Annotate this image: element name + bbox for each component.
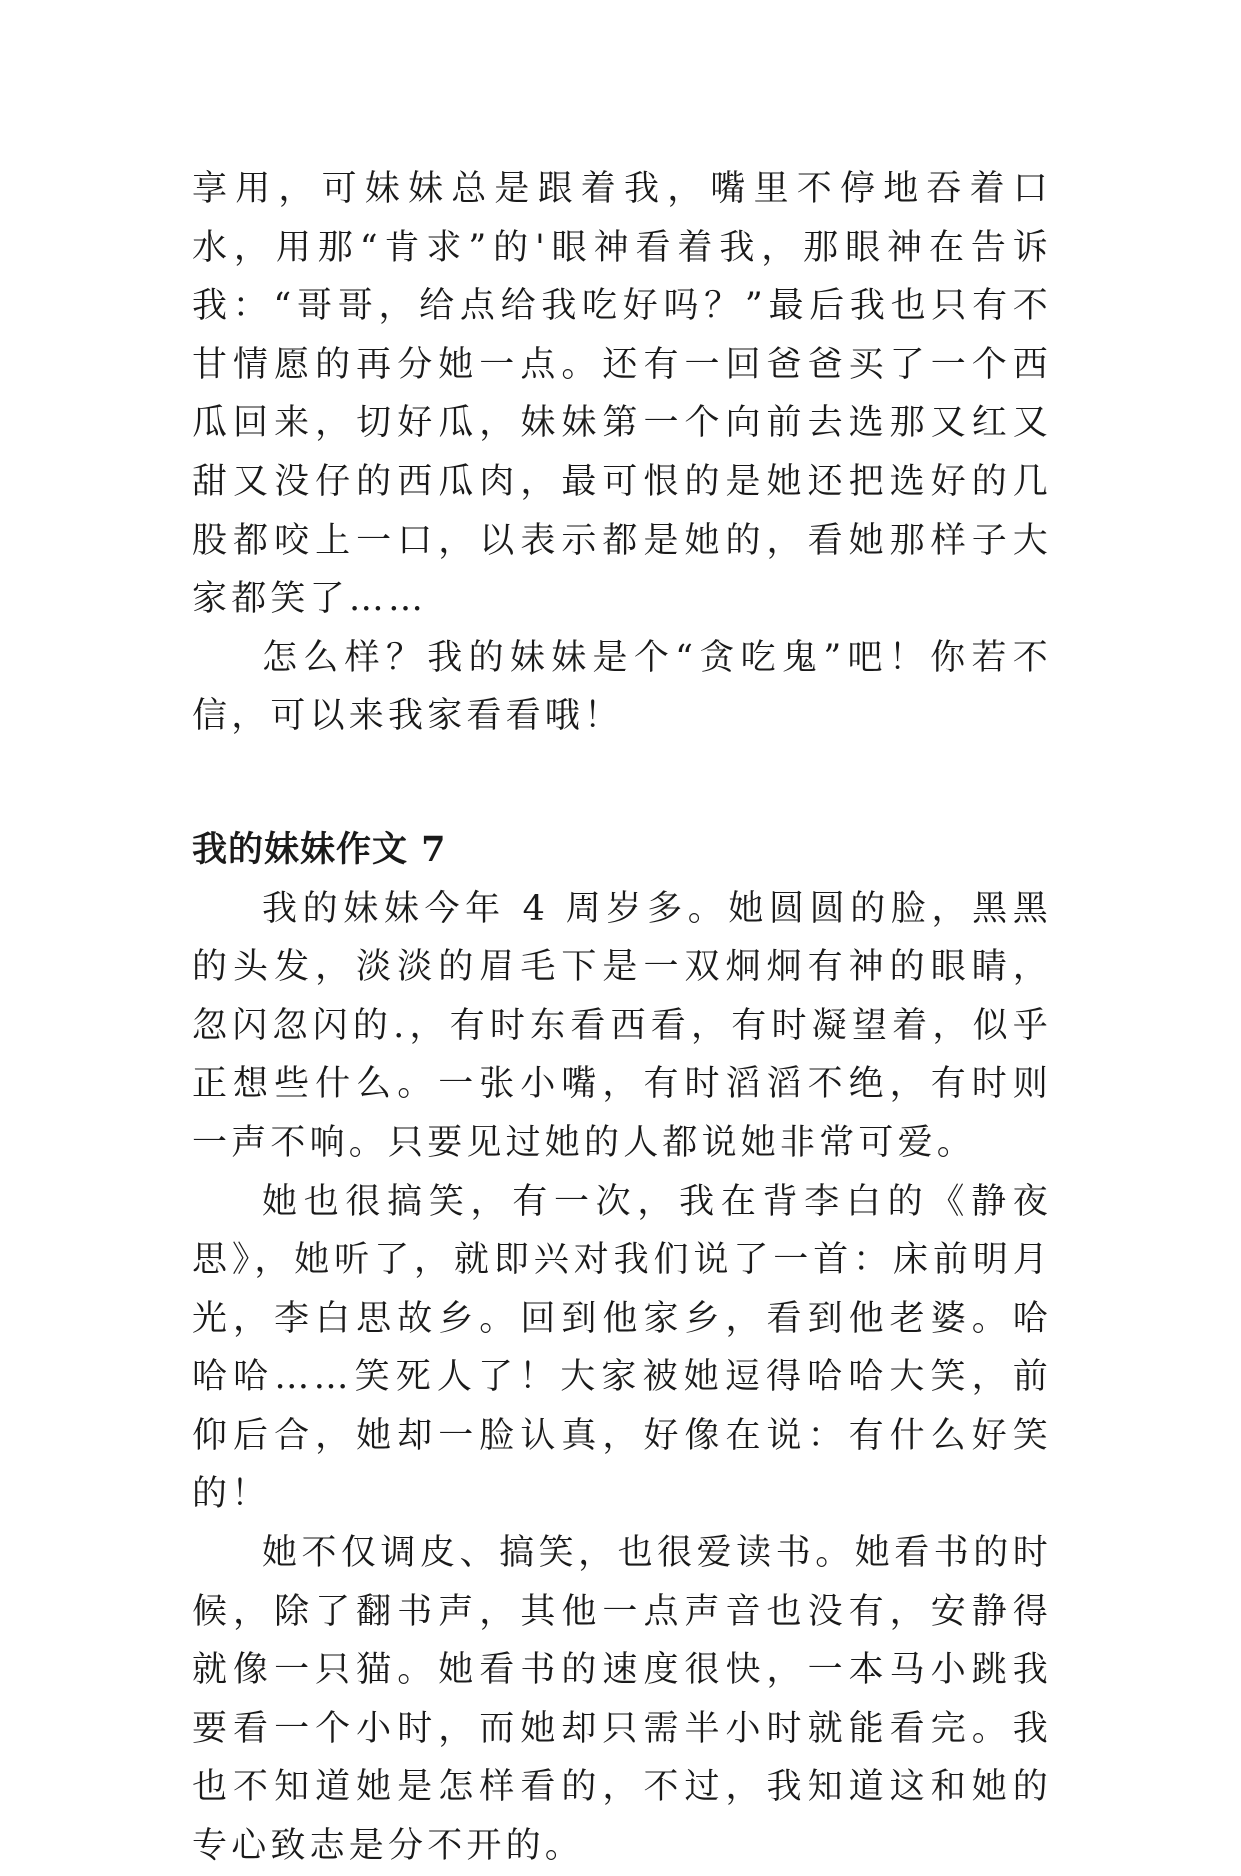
document-body: [192, 160, 1052, 1876]
essay-heading: 我的妹妹作文 7: [192, 828, 447, 870]
paragraph-funny: 她也很搞笑，有一次，我在背李白的《静夜思》，她听了，就即兴对我们说了一首：床前明月光，李白思故乡。回到他家乡，看到他老婆。哈哈哈……笑死人了！大家被她逗得哈哈大笑，前仰后合，她却一脸认真，好像在说：有什么好笑的！: [192, 1181, 1052, 1515]
paragraph-appearance: 我的妹妹今年 4 周岁多。她圆圆的脸，黑黑的头发，淡淡的眉毛下是一双炯炯有神的眼睛，忽闪忽闪的.，有时东看西看，有时凝望着，似乎正想些什么。一张小嘴，有时滔滔不绝，有时则一声不响。只要见过她的人都说她非常可爱。: [192, 888, 1052, 1163]
paragraph-continuation: 享用，可妹妹总是跟着我，嘴里不停地吞着口水，用那“肯求”的'眼神看着我，那眼神在告诉我：“哥哥，给点给我吃好吗？”最后我也只有不甘情愿的再分她一点。还有一回爸爸买了一个西瓜回来，切好瓜，妹妹第一个向前去选那又红又甜又没仔的西瓜肉，最可恨的是她还把选好的几股都咬上一口，以表示都是她的，看她那样子大家都笑了……: [192, 169, 1052, 620]
paragraph-reading: 她不仅调皮、搞笑，也很爱读书。她看书的时候，除了翻书声，其他一点声音也没有，安静得就像一只猫。她看书的速度很快，一本马小跳我要看一个小时，而她却只需半小时就能看完。我也不知道她是怎样看的，不过，我知道这和她的专心致志是分不开的。: [192, 1533, 1052, 1867]
paragraph-conclusion: 怎么样？我的妹妹是个“贪吃鬼”吧！你若不信，可以来我家看看哦！: [192, 637, 1052, 737]
